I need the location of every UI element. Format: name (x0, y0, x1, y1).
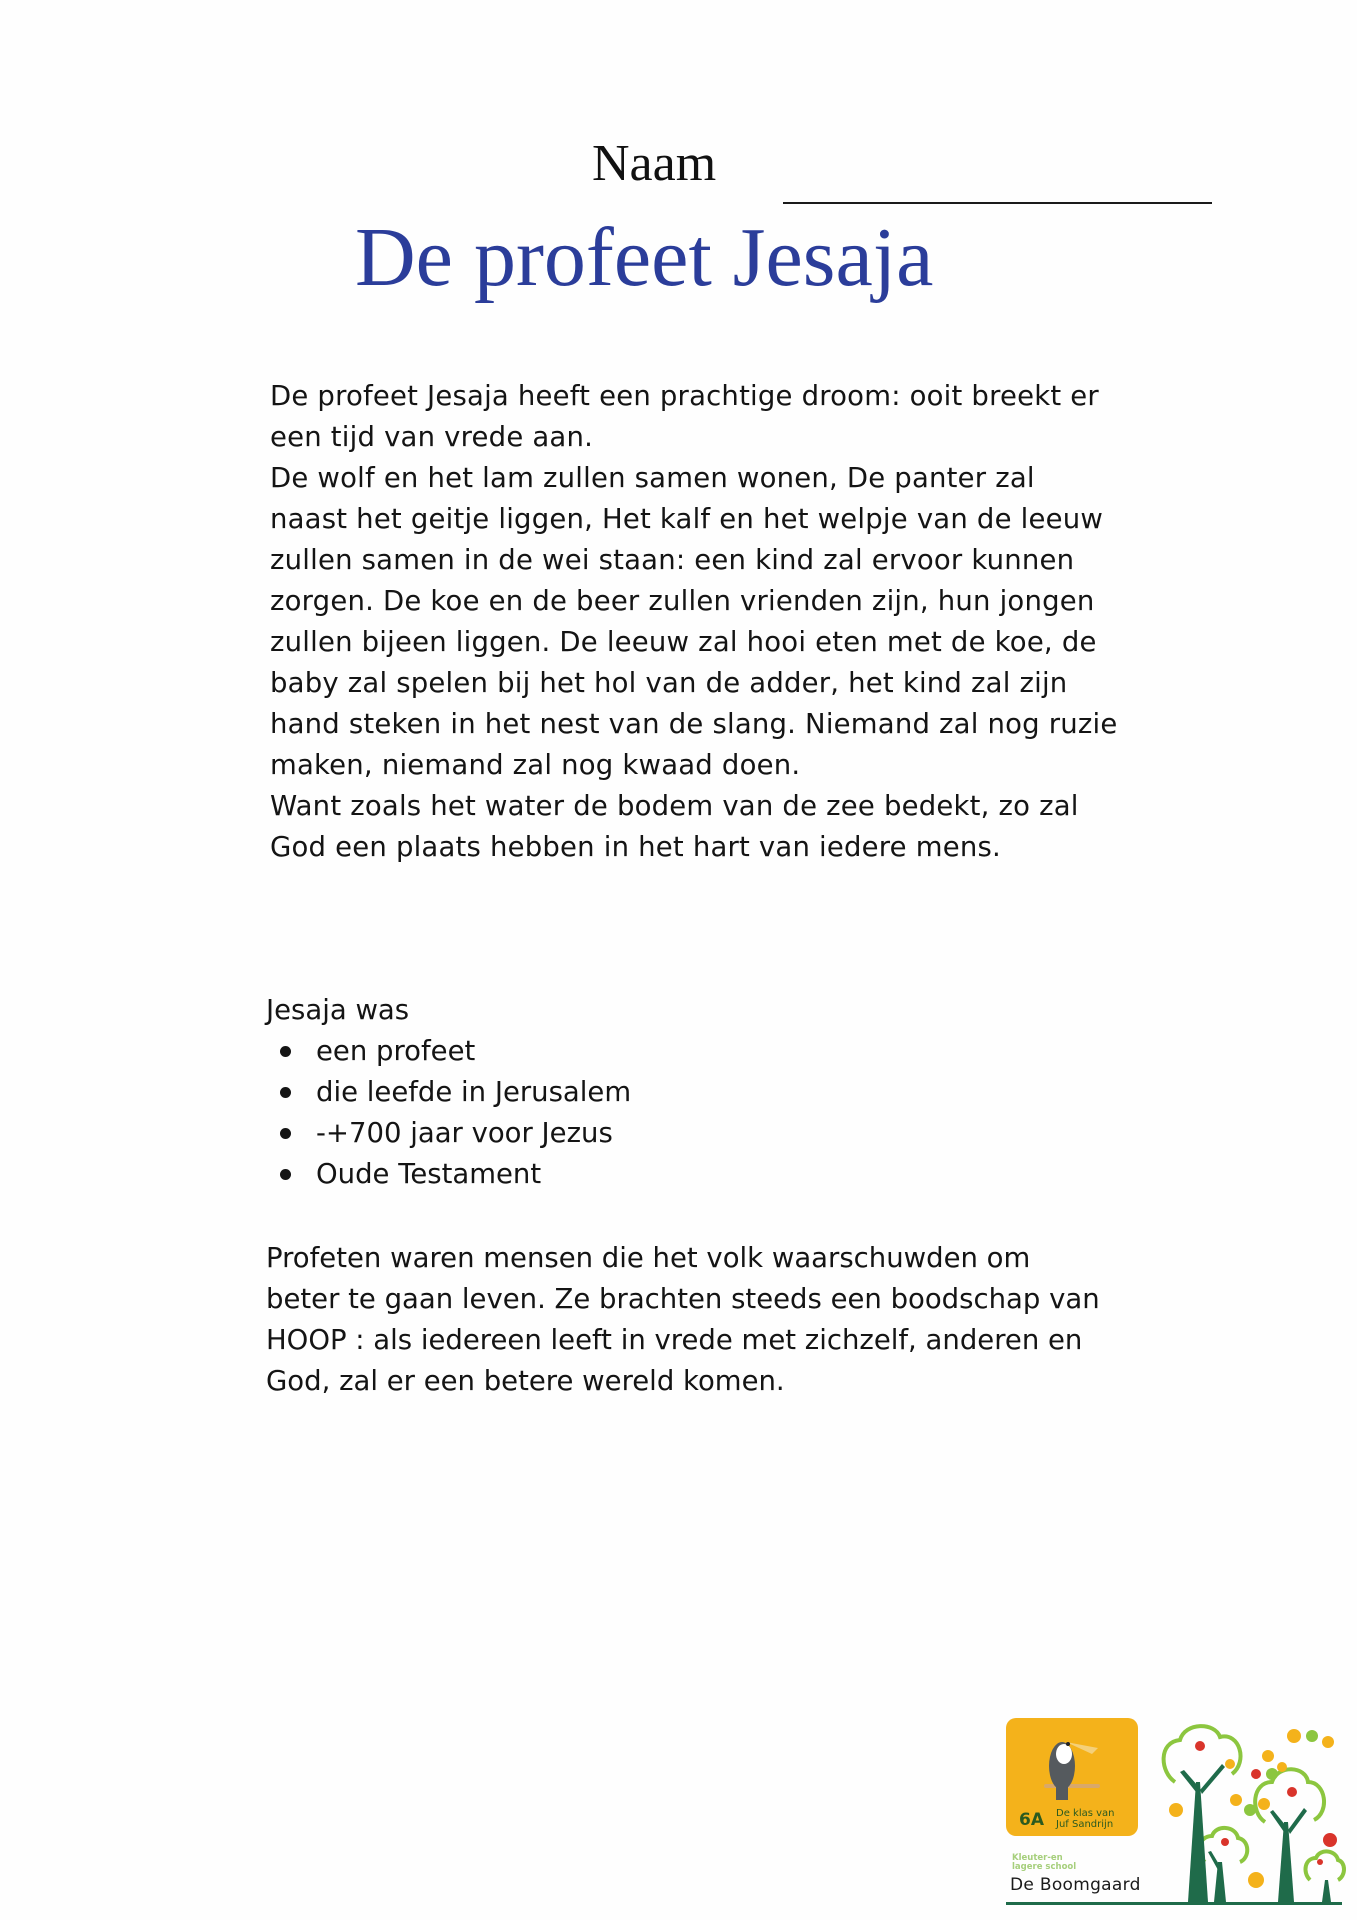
story-line: God een plaats hebben in het hart van iedere mens. (270, 831, 1001, 863)
school-logo (1000, 1712, 1350, 1908)
ground-line (1006, 1902, 1342, 1905)
story-line: De wolf en het lam zullen samen wonen, De panter zal (270, 462, 1035, 494)
prophets-paragraph (266, 1238, 1100, 1402)
bullet-icon (280, 1169, 291, 1180)
facts-list-item (278, 1072, 631, 1113)
story-line: naast het geitje liggen, Het kalf en het welpje van de leeuw (270, 503, 1104, 535)
story-line: baby zal spelen bij het hol van de adder, het kind zal zijn (270, 667, 1068, 699)
story-paragraph (270, 376, 1250, 868)
facts-item-text: Oude Testament (316, 1158, 542, 1190)
facts-intro: Jesaja was (266, 994, 410, 1026)
name-label: Naam (592, 135, 717, 192)
prophets-line: beter te gaan leven. Ze brachten steeds een boodschap van (266, 1283, 1100, 1315)
trees-illustration (1000, 1712, 1350, 1908)
story-line: een tijd van vrede aan. (270, 421, 594, 453)
page-title: De profeet Jesaja (355, 211, 934, 304)
bullet-icon (280, 1087, 291, 1098)
class-line-1: De klas van (1056, 1808, 1115, 1819)
class-line-2: Juf Sandrijn (1056, 1819, 1114, 1830)
story-line: hand steken in het nest van de slang. Niemand zal nog ruzie (270, 708, 1118, 740)
story-line: zullen bijeen liggen. De leeuw zal hooi eten met de koe, de (270, 626, 1097, 658)
story-line: zullen samen in de wei staan: een kind zal ervoor kunnen (270, 544, 1075, 576)
facts-list-item (278, 1113, 631, 1154)
class-number: 6A (1019, 1810, 1044, 1830)
school-type-line-2: lagere school (1012, 1862, 1077, 1872)
prophets-line: God, zal er een betere wereld komen. (266, 1365, 785, 1397)
facts-list (278, 1031, 631, 1195)
name-write-line (783, 202, 1212, 204)
story-line: maken, niemand zal nog kwaad doen. (270, 749, 801, 781)
prophets-line: Profeten waren mensen die het volk waarschuwden om (266, 1242, 1031, 1274)
story-line: De profeet Jesaja heeft een prachtige droom: ooit breekt er (270, 380, 1099, 412)
school-type-line-1: Kleuter-en (1012, 1853, 1063, 1863)
prophets-line: HOOP : als iedereen leeft in vrede met zichzelf, anderen en (266, 1324, 1083, 1356)
bullet-icon (280, 1046, 291, 1057)
facts-list-item (278, 1031, 631, 1072)
story-line: zorgen. De koe en de beer zullen vrienden zijn, hun jongen (270, 585, 1095, 617)
bullet-icon (280, 1128, 291, 1139)
facts-item-text: -+700 jaar voor Jezus (316, 1117, 613, 1149)
story-line: Want zoals het water de bodem van de zee bedekt, zo zal (270, 790, 1079, 822)
facts-item-text: die leefde in Jerusalem (316, 1076, 632, 1108)
school-name: De Boomgaard (1010, 1875, 1141, 1895)
facts-list-item (278, 1154, 631, 1195)
facts-item-text: een profeet (316, 1035, 476, 1067)
